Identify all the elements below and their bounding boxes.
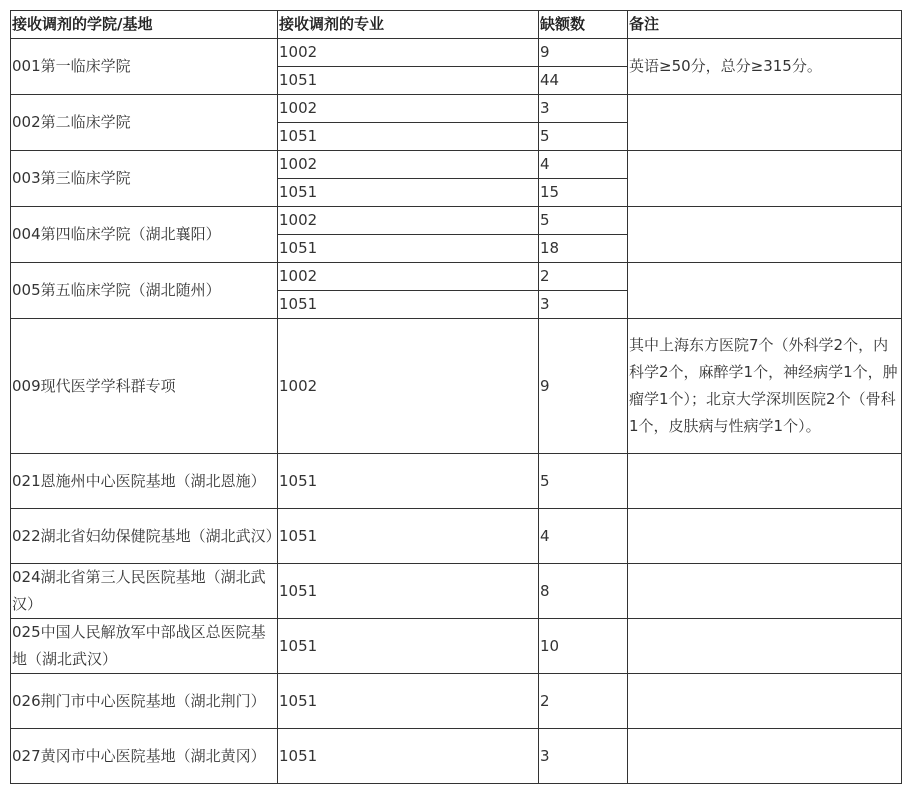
count-cell: 9 xyxy=(539,319,628,454)
note-cell xyxy=(628,151,902,207)
count-cell: 2 xyxy=(539,263,628,291)
count-cell: 9 xyxy=(539,39,628,67)
note-cell xyxy=(628,263,902,319)
count-cell: 5 xyxy=(539,123,628,151)
header-college: 接收调剂的学院/基地 xyxy=(11,11,278,39)
adjustment-table xyxy=(10,10,902,784)
count-cell: 3 xyxy=(539,291,628,319)
count-cell: 4 xyxy=(539,509,628,564)
table-row xyxy=(11,619,902,674)
table-row xyxy=(11,729,902,784)
college-cell: 024湖北省第三人民医院基地（湖北武汉） xyxy=(11,564,278,619)
table-row xyxy=(11,263,902,291)
college-cell: 027黄冈市中心医院基地（湖北黄冈） xyxy=(11,729,278,784)
note-cell xyxy=(628,454,902,509)
count-cell: 4 xyxy=(539,151,628,179)
count-cell: 2 xyxy=(539,674,628,729)
header-count: 缺额数 xyxy=(539,11,628,39)
header-note: 备注 xyxy=(628,11,902,39)
table-row xyxy=(11,674,902,729)
college-cell: 026荆门市中心医院基地（湖北荆门） xyxy=(11,674,278,729)
table-row xyxy=(11,454,902,509)
major-cell: 1002 xyxy=(278,263,539,291)
major-cell: 1051 xyxy=(278,67,539,95)
table-row xyxy=(11,151,902,179)
major-cell: 1051 xyxy=(278,179,539,207)
note-cell xyxy=(628,619,902,674)
count-cell: 5 xyxy=(539,454,628,509)
note-cell xyxy=(628,95,902,151)
major-cell: 1051 xyxy=(278,235,539,263)
major-cell: 1051 xyxy=(278,619,539,674)
count-cell: 5 xyxy=(539,207,628,235)
note-cell xyxy=(628,729,902,784)
college-cell: 009现代医学学科群专项 xyxy=(11,319,278,454)
count-cell: 15 xyxy=(539,179,628,207)
major-cell: 1002 xyxy=(278,151,539,179)
major-cell: 1051 xyxy=(278,729,539,784)
college-cell: 003第三临床学院 xyxy=(11,151,278,207)
major-cell: 1002 xyxy=(278,207,539,235)
college-cell: 004第四临床学院（湖北襄阳） xyxy=(11,207,278,263)
college-cell: 022湖北省妇幼保健院基地（湖北武汉） xyxy=(11,509,278,564)
major-cell: 1051 xyxy=(278,123,539,151)
major-cell: 1002 xyxy=(278,95,539,123)
table-row xyxy=(11,509,902,564)
note-cell xyxy=(628,509,902,564)
major-cell: 1051 xyxy=(278,564,539,619)
note-cell: 英语≥50分，总分≥315分。 xyxy=(628,39,902,95)
note-cell xyxy=(628,207,902,263)
header-row xyxy=(11,11,902,39)
college-cell: 001第一临床学院 xyxy=(11,39,278,95)
college-cell: 005第五临床学院（湖北随州） xyxy=(11,263,278,319)
table-row xyxy=(11,39,902,67)
table-row xyxy=(11,207,902,235)
count-cell: 3 xyxy=(539,729,628,784)
note-cell xyxy=(628,564,902,619)
college-cell: 021恩施州中心医院基地（湖北恩施） xyxy=(11,454,278,509)
major-cell: 1002 xyxy=(278,319,539,454)
college-cell: 025中国人民解放军中部战区总医院基地（湖北武汉） xyxy=(11,619,278,674)
college-cell: 002第二临床学院 xyxy=(11,95,278,151)
note-cell: 其中上海东方医院7个（外科学2个，内科学2个，麻醉学1个，神经病学1个，肿瘤学1个）；北京大学深圳医院2个（骨科1个，皮肤病与性病学1个）。 xyxy=(628,319,902,454)
count-cell: 8 xyxy=(539,564,628,619)
header-major: 接收调剂的专业 xyxy=(278,11,539,39)
count-cell: 10 xyxy=(539,619,628,674)
major-cell: 1051 xyxy=(278,674,539,729)
table-row xyxy=(11,95,902,123)
table-row xyxy=(11,564,902,619)
major-cell: 1051 xyxy=(278,291,539,319)
count-cell: 44 xyxy=(539,67,628,95)
major-cell: 1002 xyxy=(278,39,539,67)
major-cell: 1051 xyxy=(278,454,539,509)
table-row xyxy=(11,319,902,454)
major-cell: 1051 xyxy=(278,509,539,564)
count-cell: 18 xyxy=(539,235,628,263)
note-cell xyxy=(628,674,902,729)
count-cell: 3 xyxy=(539,95,628,123)
